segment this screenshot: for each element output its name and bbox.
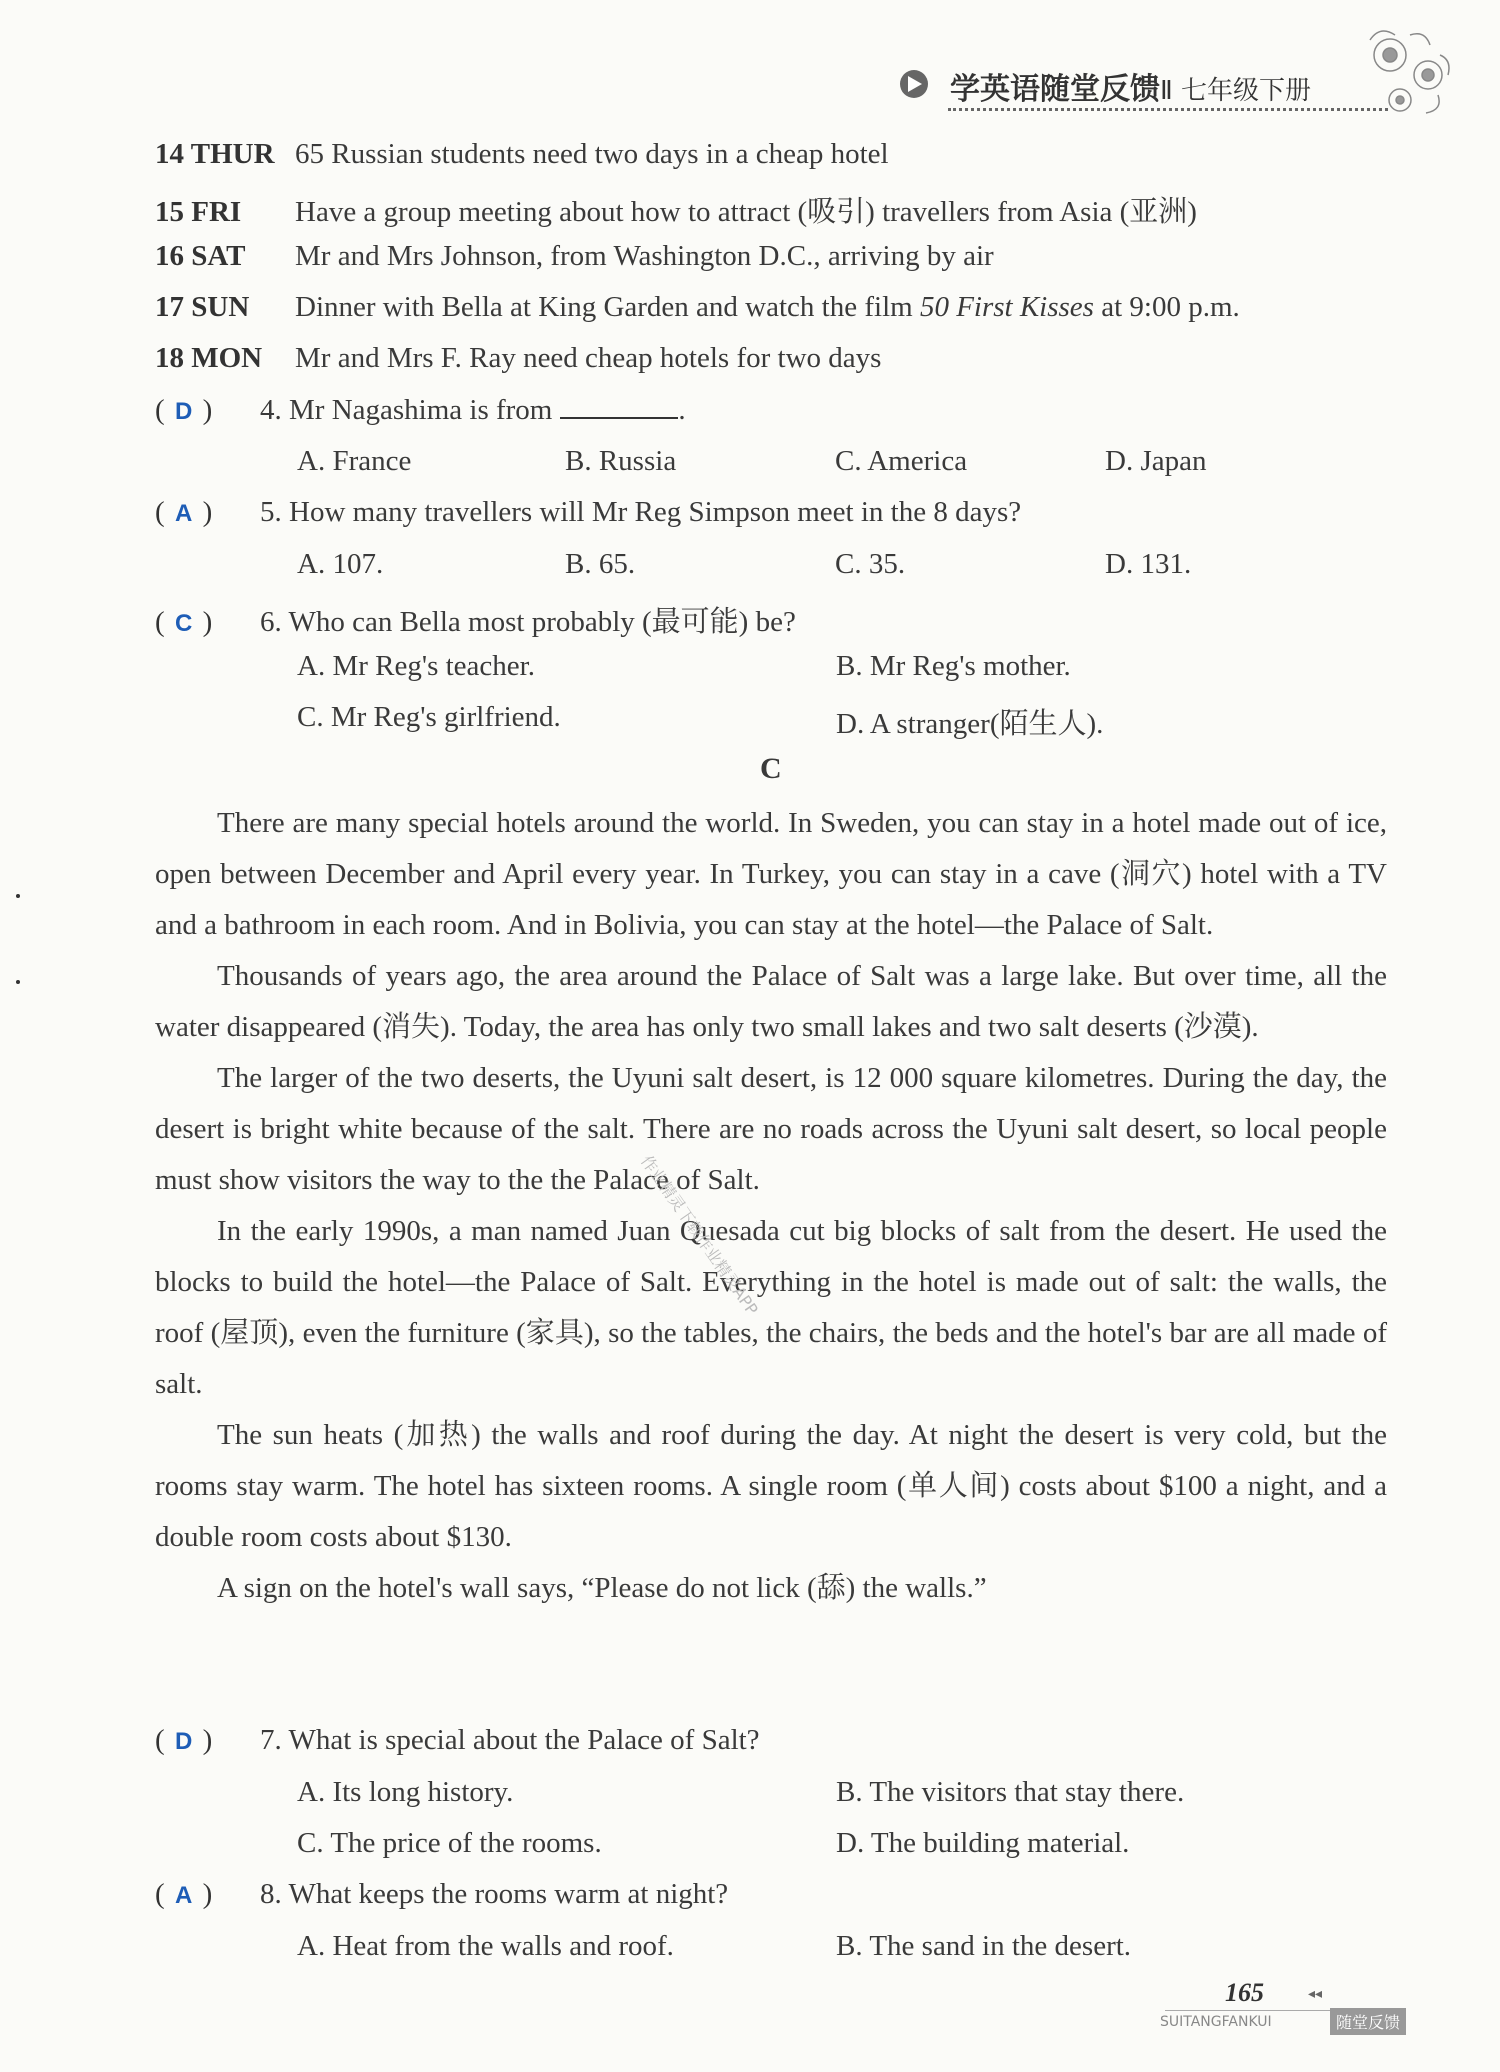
option: A. Its long history. bbox=[297, 1776, 514, 1808]
film-title: 50 First Kisses bbox=[919, 291, 1094, 323]
margin-mark bbox=[16, 894, 20, 898]
question-stem: 4. Mr Nagashima is from bbox=[260, 394, 553, 426]
section-label: C bbox=[760, 752, 782, 785]
margin-mark bbox=[16, 980, 20, 984]
arrows-icon: ◂◂ bbox=[1308, 1987, 1323, 2002]
schedule-row bbox=[155, 189, 1197, 230]
book-title-sub: Ⅱ 七年级下册 bbox=[1160, 76, 1312, 106]
schedule-day: 15 FRI bbox=[155, 196, 242, 228]
schedule-text-end: at 9:00 p.m. bbox=[1093, 291, 1240, 323]
option: A. Heat from the walls and roof. bbox=[297, 1930, 674, 1962]
answer-letter: D bbox=[175, 1728, 193, 1755]
option: C. Mr Reg's girlfriend. bbox=[297, 701, 561, 733]
answer-letter: C bbox=[175, 610, 193, 637]
option: D. A stranger(陌生人). bbox=[836, 708, 1104, 740]
question-stem: 7. What is special about the Palace of Salt? bbox=[260, 1724, 760, 1756]
question-5 bbox=[155, 496, 1021, 529]
option: D. Japan bbox=[1105, 445, 1207, 477]
question-7 bbox=[155, 1724, 760, 1757]
paragraph: Thousands of years ago, the area around the Palace of Salt was a large lake. But over time, all the water disappeared (消失). Today, the area has only two small lakes and two salt deserts (沙漠). bbox=[155, 960, 1387, 1043]
option: B. 65. bbox=[565, 548, 636, 580]
question-stem-end: . bbox=[678, 394, 686, 426]
page-number: 165 bbox=[1225, 1978, 1264, 2007]
play-icon bbox=[900, 70, 928, 98]
answer-blank bbox=[560, 395, 678, 419]
option: B. Mr Reg's mother. bbox=[836, 650, 1071, 682]
answer-bracket: ( D ) bbox=[155, 1724, 213, 1756]
option: C. 35. bbox=[835, 548, 906, 580]
option: A. Mr Reg's teacher. bbox=[297, 650, 535, 682]
flower-decoration-icon bbox=[1350, 20, 1460, 130]
schedule-row bbox=[155, 138, 889, 171]
question-6 bbox=[155, 599, 796, 640]
option: D. The building material. bbox=[836, 1827, 1130, 1859]
option: B. Russia bbox=[565, 445, 677, 477]
paragraph: In the early 1990s, a man named Juan Quesada cut big blocks of salt from the desert. He used the blocks to build the hotel—the Palace of Salt. Everything in the hotel is made out of salt: the walls, the roof (屋顶), even the furniture (家具), so the tables, the chairs, the beds and the hotel's bar are all made of salt. bbox=[155, 1215, 1387, 1400]
answer-bracket: ( D ) bbox=[155, 394, 213, 426]
answer-letter: A bbox=[175, 1882, 193, 1909]
schedule-day: 16 SAT bbox=[155, 240, 246, 272]
schedule-row bbox=[155, 342, 881, 375]
answer-letter: A bbox=[175, 500, 193, 527]
schedule-day: 17 SUN bbox=[155, 291, 250, 323]
answer-bracket: ( C ) bbox=[155, 606, 213, 638]
schedule-text: Have a group meeting about how to attract (吸引) travellers from Asia (亚洲) bbox=[295, 196, 1197, 228]
option: D. 131. bbox=[1105, 548, 1192, 580]
answer-bracket: ( A ) bbox=[155, 496, 213, 528]
paragraph: The larger of the two deserts, the Uyuni salt desert, is 12 000 square kilometres. During the day, the desert is bright white because of the salt. There are no roads across the Uyuni salt desert, so local people must show visitors the way to the the Palace of Salt. bbox=[155, 1062, 1387, 1196]
book-title bbox=[950, 64, 1311, 108]
question-8 bbox=[155, 1878, 728, 1911]
schedule-text: Mr and Mrs F. Ray need cheap hotels for two days bbox=[295, 342, 882, 374]
answer-letter: D bbox=[175, 398, 193, 425]
question-stem: 5. How many travellers will Mr Reg Simpson meet in the 8 days? bbox=[260, 496, 1022, 528]
paragraph: A sign on the hotel's wall says, “Please do not lick (舔) the walls.” bbox=[217, 1572, 987, 1604]
option: C. The price of the rooms. bbox=[297, 1827, 602, 1859]
schedule-text: Mr and Mrs Johnson, from Washington D.C., arriving by air bbox=[295, 240, 994, 272]
footer-badge: 随堂反馈 bbox=[1330, 2008, 1406, 2035]
schedule-row bbox=[155, 291, 1240, 324]
option: B. The sand in the desert. bbox=[836, 1930, 1132, 1962]
reading-passage bbox=[155, 798, 1387, 1614]
header-divider bbox=[948, 108, 1388, 111]
schedule-day: 18 MON bbox=[155, 342, 263, 374]
schedule-row bbox=[155, 240, 994, 273]
question-stem: 8. What keeps the rooms warm at night? bbox=[260, 1878, 729, 1910]
answer-bracket: ( A ) bbox=[155, 1878, 213, 1910]
book-title-main: 学英语随堂反馈 bbox=[950, 72, 1160, 107]
footer-brand: SUITANGFANKUI bbox=[1160, 2014, 1272, 2030]
paragraph: There are many special hotels around the world. In Sweden, you can stay in a hotel made out of ice, open between December and April every year. In Turkey, you can stay in a cave (洞穴) hotel with a TV and a bathroom in each room. And in Bolivia, you can stay at the hotel—the Palace of Salt. bbox=[155, 807, 1387, 941]
option: B. The visitors that stay there. bbox=[836, 1776, 1185, 1808]
schedule-day: 14 THUR bbox=[155, 138, 275, 170]
question-4 bbox=[155, 394, 686, 427]
option: C. America bbox=[835, 445, 968, 477]
schedule-text: Dinner with Bella at King Garden and watch the film bbox=[295, 291, 920, 323]
option: A. 107. bbox=[297, 548, 384, 580]
schedule-text: 65 Russian students need two days in a cheap hotel bbox=[295, 138, 889, 170]
watermark: 作业精灵下载作业精灵APP bbox=[636, 1151, 762, 1319]
option: A. France bbox=[297, 445, 412, 477]
paragraph: The sun heats (加热) the walls and roof during the day. At night the desert is very cold, but the rooms stay warm. The hotel has sixteen rooms. A single room (单人间) costs about $100 a night, and a double room costs about $130. bbox=[155, 1419, 1387, 1553]
question-stem: 6. Who can Bella most probably (最可能) be? bbox=[260, 606, 796, 638]
